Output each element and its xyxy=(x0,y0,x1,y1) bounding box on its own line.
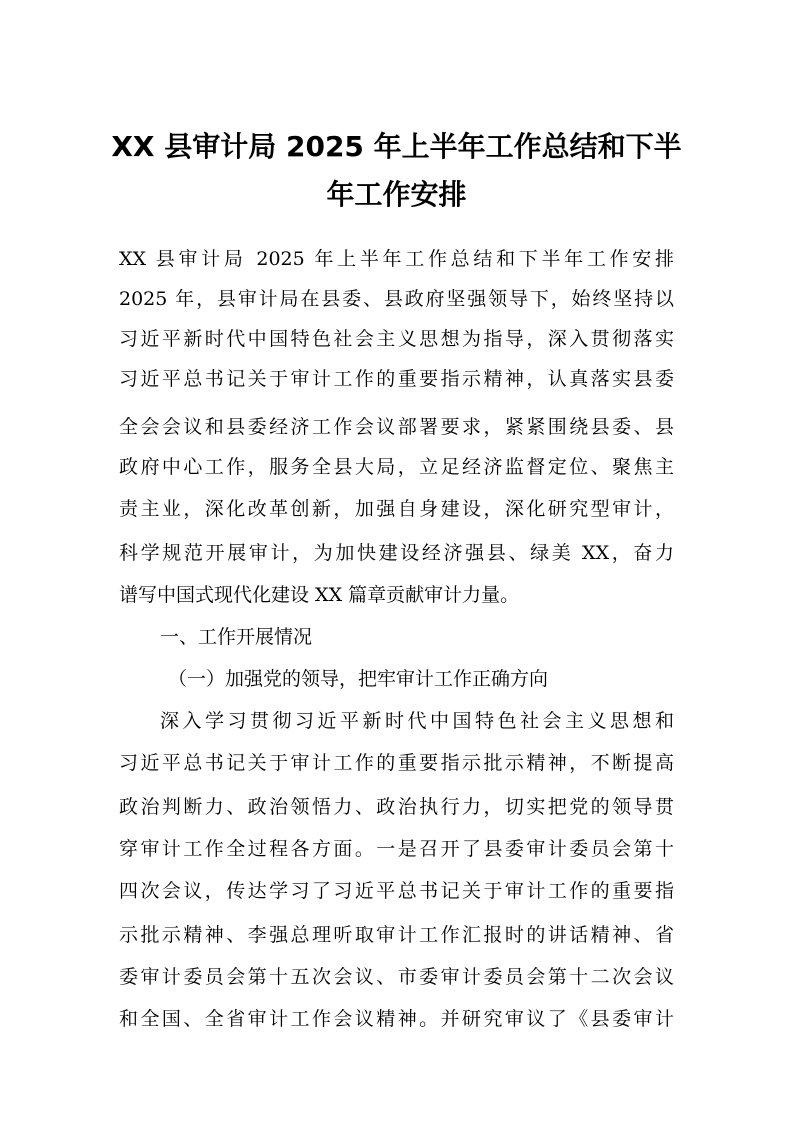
paragraph-line: 习近平总书记关于审计工作的重要指示批示精神，不断提高 xyxy=(119,752,674,774)
intro-line: 2025 年，县审计局在县委、县政府坚强领导下，始终坚持以 xyxy=(119,288,674,310)
intro-line: 习近平新时代中国特色社会主义思想为指导，深入贯彻落实 xyxy=(119,328,674,350)
paragraph-line: 四次会议，传达学习了习近平总书记关于审计工作的重要指 xyxy=(119,880,674,902)
paragraph-line: 委审计委员会第十五次会议、市委审计委员会第十二次会议 xyxy=(119,966,674,988)
intro-line: 全会会议和县委经济工作会议部署要求，紧紧围绕县委、县 xyxy=(119,416,674,438)
paragraph-line: 示批示精神、李强总理听取审计工作汇报时的讲话精神、省 xyxy=(119,924,674,946)
paragraph-line-first: 深入学习贯彻习近平新时代中国特色社会主义思想和 xyxy=(160,710,674,732)
paragraph-line: 穿审计工作全过程各方面。一是召开了县委审计委员会第十 xyxy=(119,838,674,860)
intro-line: XX 县审计局 2025 年上半年工作总结和下半年工作安排 xyxy=(119,248,674,270)
intro-line: 习近平总书记关于审计工作的重要指示精神，认真落实县委 xyxy=(119,368,674,390)
paragraph-line: 和全国、全省审计工作会议精神。并研究审议了《县委审计 xyxy=(119,1008,674,1030)
intro-line: 科学规范开展审计，为加快建设经济强县、绿美 XX，奋力 xyxy=(119,542,674,564)
paragraph-line: 政治判断力、政治领悟力、政治执行力，切实把党的领导贯 xyxy=(119,796,674,818)
intro-line-last: 谱写中国式现代化建设 XX 篇章贡献审计力量。 xyxy=(119,584,520,606)
document-title-line-2: 年工作安排 xyxy=(326,178,467,211)
document-title-line-1: XX 县审计局 2025 年上半年工作总结和下半 xyxy=(111,130,682,163)
subsection-heading: （一）加强党的领导，把牢审计工作正确方向 xyxy=(168,668,549,690)
intro-line: 政府中心工作，服务全县大局，立足经济监督定位、聚焦主 xyxy=(119,456,674,478)
section-heading: 一、工作开展情况 xyxy=(160,626,313,648)
intro-line: 责主业，深化改革创新，加强自身建设，深化研究型审计， xyxy=(119,498,674,520)
